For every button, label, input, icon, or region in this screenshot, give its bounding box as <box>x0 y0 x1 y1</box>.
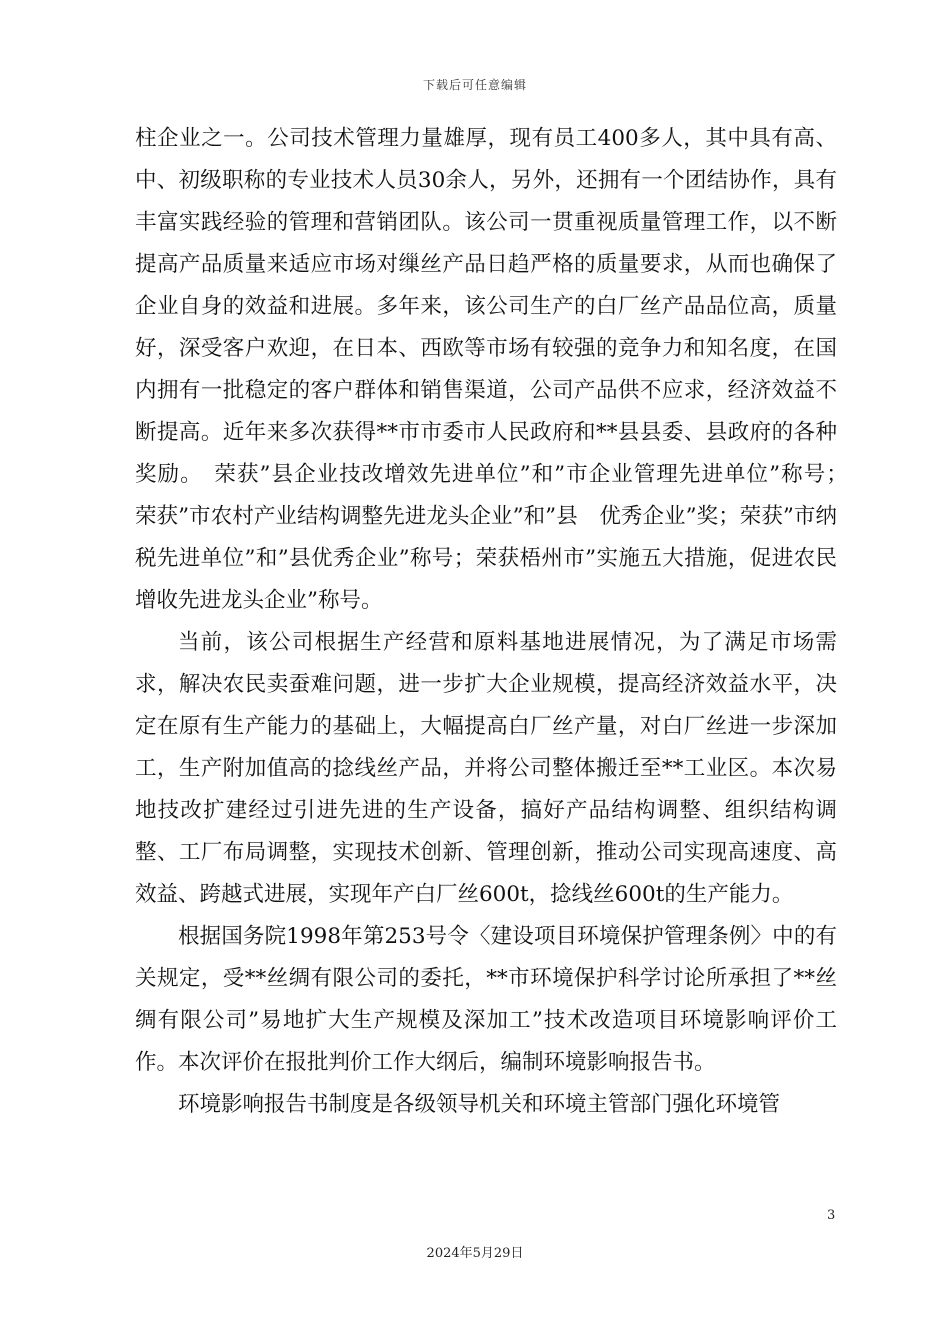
paragraph-regulation: 根据国务院1998年第253号令〈建设项目环境保护管理条例〉中的有关规定，受**丝绸有限公司的委托，**市环境保护科学讨论所承担了**丝绸有限公司”易地扩大生产规模及深加工”技术改造项目环境影响评价工作。本次评价在报批判价工作大纲后，编制环境影响报告书。 <box>135 924 837 1075</box>
document-body <box>135 118 859 1126</box>
footer-date: 2024年5月29日 <box>426 1246 524 1261</box>
paragraph-continuation: 柱企业之一。公司技术管理力量雄厚，现有员工400多人，其中具有高、中、初级职称的专业技术人员30余人，另外，还拥有一个团结协作，具有丰富实践经验的管理和营销团队。该公司一贯重视质量管理工作，以不断提高产品质量来适应市场对缫丝产品日趋严格的质量要求，从而也确保了企业自身的效益和进展。多年来，该公司生产的白厂丝产品品位高，质量好，深受客户欢迎，在日本、西欧等市场有较强的竞争力和知名度，在国内拥有一批稳定的客户群体和销售渠道，公司产品供不应求，经济效益不断提高。近年来多次获得**市市委市人民政府和**县县委、县政府的各种奖励。 荣获”县企业技改增效先进单位”和”市企业管理先进单位”称号； 荣获”市农村产业结构调整先进龙头企业”和”县 优秀企业”奖；荣获”市纳税先进单位”和”县优秀企业”称号；荣获梧州市”实施五大措施，促进农民增收先进龙头企业”称号。 <box>135 126 859 613</box>
header-note: 下载后可任意编辑 <box>422 78 527 92</box>
paragraph-expansion-plan: 当前，该公司根据生产经营和原料基地进展情况，为了满足市场需求，解决农民卖蚕难问题，进一步扩大企业规模，提高经济效益水平，决定在原有生产能力的基础上，大幅提高白厂丝产量，对白厂丝进一步深加工，生产附加值高的捻线丝产品，并将公司整体搬迁至**工业区。本次易地技改扩建经过引进先进的生产设备，搞好产品结构调整、组织结构调整、工厂布局调整，实现技术创新、管理创新，推动公司实现高速度、高效益、跨越式进展，实现年产白厂丝600t，捻线丝600t的生产能力。 <box>135 630 837 907</box>
page-number: 3 <box>827 1208 836 1223</box>
paragraph-report-system: 环境影响报告书制度是各级领导机关和环境主管部门强化环境管 <box>178 1092 781 1117</box>
